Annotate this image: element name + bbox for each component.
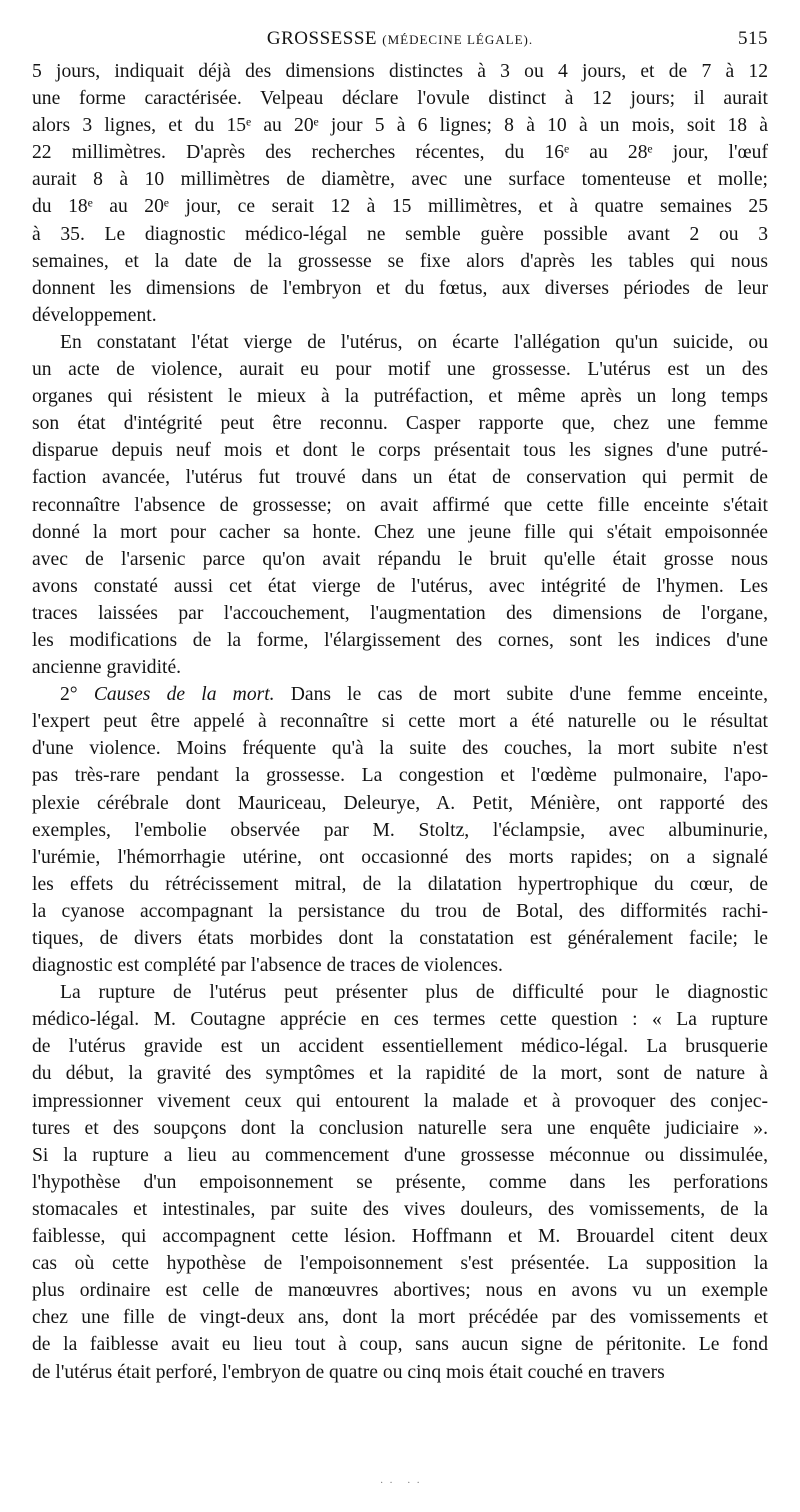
paragraph — [32, 681, 768, 979]
text-line: alors 3 lignes, et du 15ᵉ au 20ᵉ jour 5 à 6 lignes; 8 à 10 à un mois, soit 18 à — [32, 115, 768, 137]
text-line: plus ordinaire est celle de manœuvres abortives; nous en avons vu un exemple — [32, 1280, 768, 1302]
text-line: de la faiblesse avait eu lieu tout à coup, sans aucun signe de péritonite. Le fond — [32, 1334, 768, 1356]
text-line: faction avancée, l'utérus fut trouvé dans un état de conservation qui permit de — [32, 467, 768, 489]
text-line: organes qui résistent le mieux à la putréfaction, et même après un long temps — [32, 386, 768, 408]
text-line: de l'utérus était perforé, l'embryon de quatre ou cinq mois était couché en travers — [32, 1361, 665, 1383]
paragraph — [32, 329, 768, 681]
text-line: son état d'intégrité peut être reconnu. Casper rapporte que, chez une femme — [32, 413, 768, 435]
text-line: traces laissées par l'accouchement, l'augmentation des dimensions de l'organe, — [32, 602, 768, 624]
text-line: donnent les dimensions de l'embryon et du fœtus, aux diverses périodes de leur — [32, 277, 768, 299]
text-line: l'urémie, l'hémorrhagie utérine, ont occasionné des morts rapides; on a signalé — [32, 846, 768, 868]
text-line: 2° Causes de la mort. Dans le cas de mort subite d'une femme enceinte, — [60, 684, 769, 706]
text-line: médico-légal. M. Coutagne apprécie en ces termes cette question : « La rupture — [32, 1009, 768, 1031]
text-line: l'expert peut être appelé à reconnaître si cette mort a été naturelle ou le résultat — [32, 711, 768, 733]
text-line: tiques, de divers états morbides dont la constatation est généralement facile; le — [32, 928, 768, 949]
text-line: l'hypothèse d'un empoisonnement se présente, comme dans les perforations — [32, 1171, 768, 1193]
text-line: En constatant l'état vierge de l'utérus, on écarte l'allégation qu'un suicide, ou — [60, 331, 768, 353]
text-line: exemples, l'embolie observée par M. Stoltz, l'éclampsie, avec albuminurie, — [32, 819, 768, 841]
paragraph — [32, 979, 768, 1385]
text-line: reconnaître l'absence de grossesse; on avait affirmé que cette fille enceinte s'était — [32, 494, 768, 516]
text-line: du 18ᵉ au 20ᵉ jour, ce serait 12 à 15 millimètres, et à quatre semaines 25 — [32, 196, 768, 218]
text-line: diagnostic est complété par l'absence de traces de violences. — [32, 955, 503, 977]
text-line: d'une violence. Moins fréquente qu'à la suite des couches, la mort subite n'est — [32, 738, 768, 760]
text-line: chez une fille de vingt-deux ans, dont la mort précédée par des vomissements et — [32, 1307, 768, 1329]
text-line: aurait 8 à 10 millimètres de diamètre, avec une surface tomenteuse et molle; — [32, 169, 768, 191]
text-line: 22 millimètres. D'après des recherches récentes, du 16ᵉ au 28ᵉ jour, l'œuf — [32, 142, 768, 164]
text-line: les modifications de la forme, l'élargissement des cornes, sont les indices d'une — [32, 629, 768, 651]
text-line: de l'utérus gravide est un accident essentiellement médico-légal. La brusquerie — [32, 1036, 768, 1058]
text-line: du début, la gravité des symptômes et la rapidité de la mort, sont de nature à — [32, 1063, 768, 1085]
running-title-subtitle: (MÉDECINE LÉGALE). — [382, 32, 534, 47]
text-line: à 35. Le diagnostic médico-légal ne semble guère possible avant 2 ou 3 — [32, 223, 768, 245]
text-line: une forme caractérisée. Velpeau déclare l'ovule distinct à 12 jours; il aurait — [32, 88, 768, 110]
text-line: pas très-rare pendant la grossesse. La congestion et l'œdème pulmonaire, l'apo- — [32, 765, 768, 787]
paragraph — [32, 58, 768, 329]
text-line: ancienne gravidité. — [32, 657, 182, 679]
text-line: faiblesse, qui accompagnent cette lésion. Hoffmann et M. Brouardel citent deux — [32, 1226, 768, 1248]
text-line: avons constaté aussi cet état vierge de l'utérus, avec intégrité de l'hymen. Les — [32, 575, 768, 597]
footer-marks: ·· ·· — [380, 1478, 426, 1489]
text-line: disparue depuis neuf mois et dont le corps présentait tous les signes d'une putré- — [32, 440, 768, 462]
running-header — [32, 28, 768, 58]
text-line: les effets du rétrécissement mitral, de la dilatation hypertrophique du cœur, de — [32, 873, 768, 895]
section-heading-italic: Causes de la mort. — [93, 684, 275, 706]
text-line: développement. — [32, 304, 157, 326]
text-line: semaines, et la date de la grossesse se fixe alors d'après les tables qui nous — [32, 250, 768, 272]
running-title-main: GROSSESSE — [266, 28, 377, 49]
text-line: donné la mort pour cacher sa honte. Chez une jeune fille qui s'était empoisonnée — [32, 521, 768, 543]
running-title — [32, 28, 768, 50]
text-line: cas où cette hypothèse de l'empoisonnement s'est présentée. La supposition la — [32, 1253, 768, 1275]
text-line: La rupture de l'utérus peut présenter plus de difficulté pour le diagnostic — [60, 982, 768, 1004]
text-line: Si la rupture a lieu au commencement d'une grossesse méconnue ou dissimulée, — [32, 1144, 768, 1166]
text-line: 5 jours, indiquait déjà des dimensions distinctes à 3 ou 4 jours, et de 7 à 12 — [32, 61, 768, 82]
text-line: plexie cérébrale dont Mauriceau, Deleurye, A. Petit, Ménière, ont rapporté des — [32, 792, 768, 814]
text-line: stomacales et intestinales, par suite des vives douleurs, des vomissements, de la — [32, 1198, 768, 1220]
body-text — [32, 58, 768, 1386]
text-line: un acte de violence, aurait eu pour motif une grossesse. L'utérus est un des — [32, 359, 768, 381]
text-line: avec de l'arsenic parce qu'on avait répandu le bruit qu'elle était grosse nous — [32, 548, 768, 570]
text-line: la cyanose accompagnant la persistance du trou de Botal, des difformités rachi- — [32, 900, 768, 922]
page — [32, 28, 768, 1386]
text-line: tures et des soupçons dont la conclusion naturelle sera une enquête judiciaire ». — [32, 1117, 768, 1139]
text-line: impressionner vivement ceux qui entourent la malade et à provoquer des conjec- — [32, 1090, 768, 1112]
page-number: 515 — [738, 28, 768, 49]
